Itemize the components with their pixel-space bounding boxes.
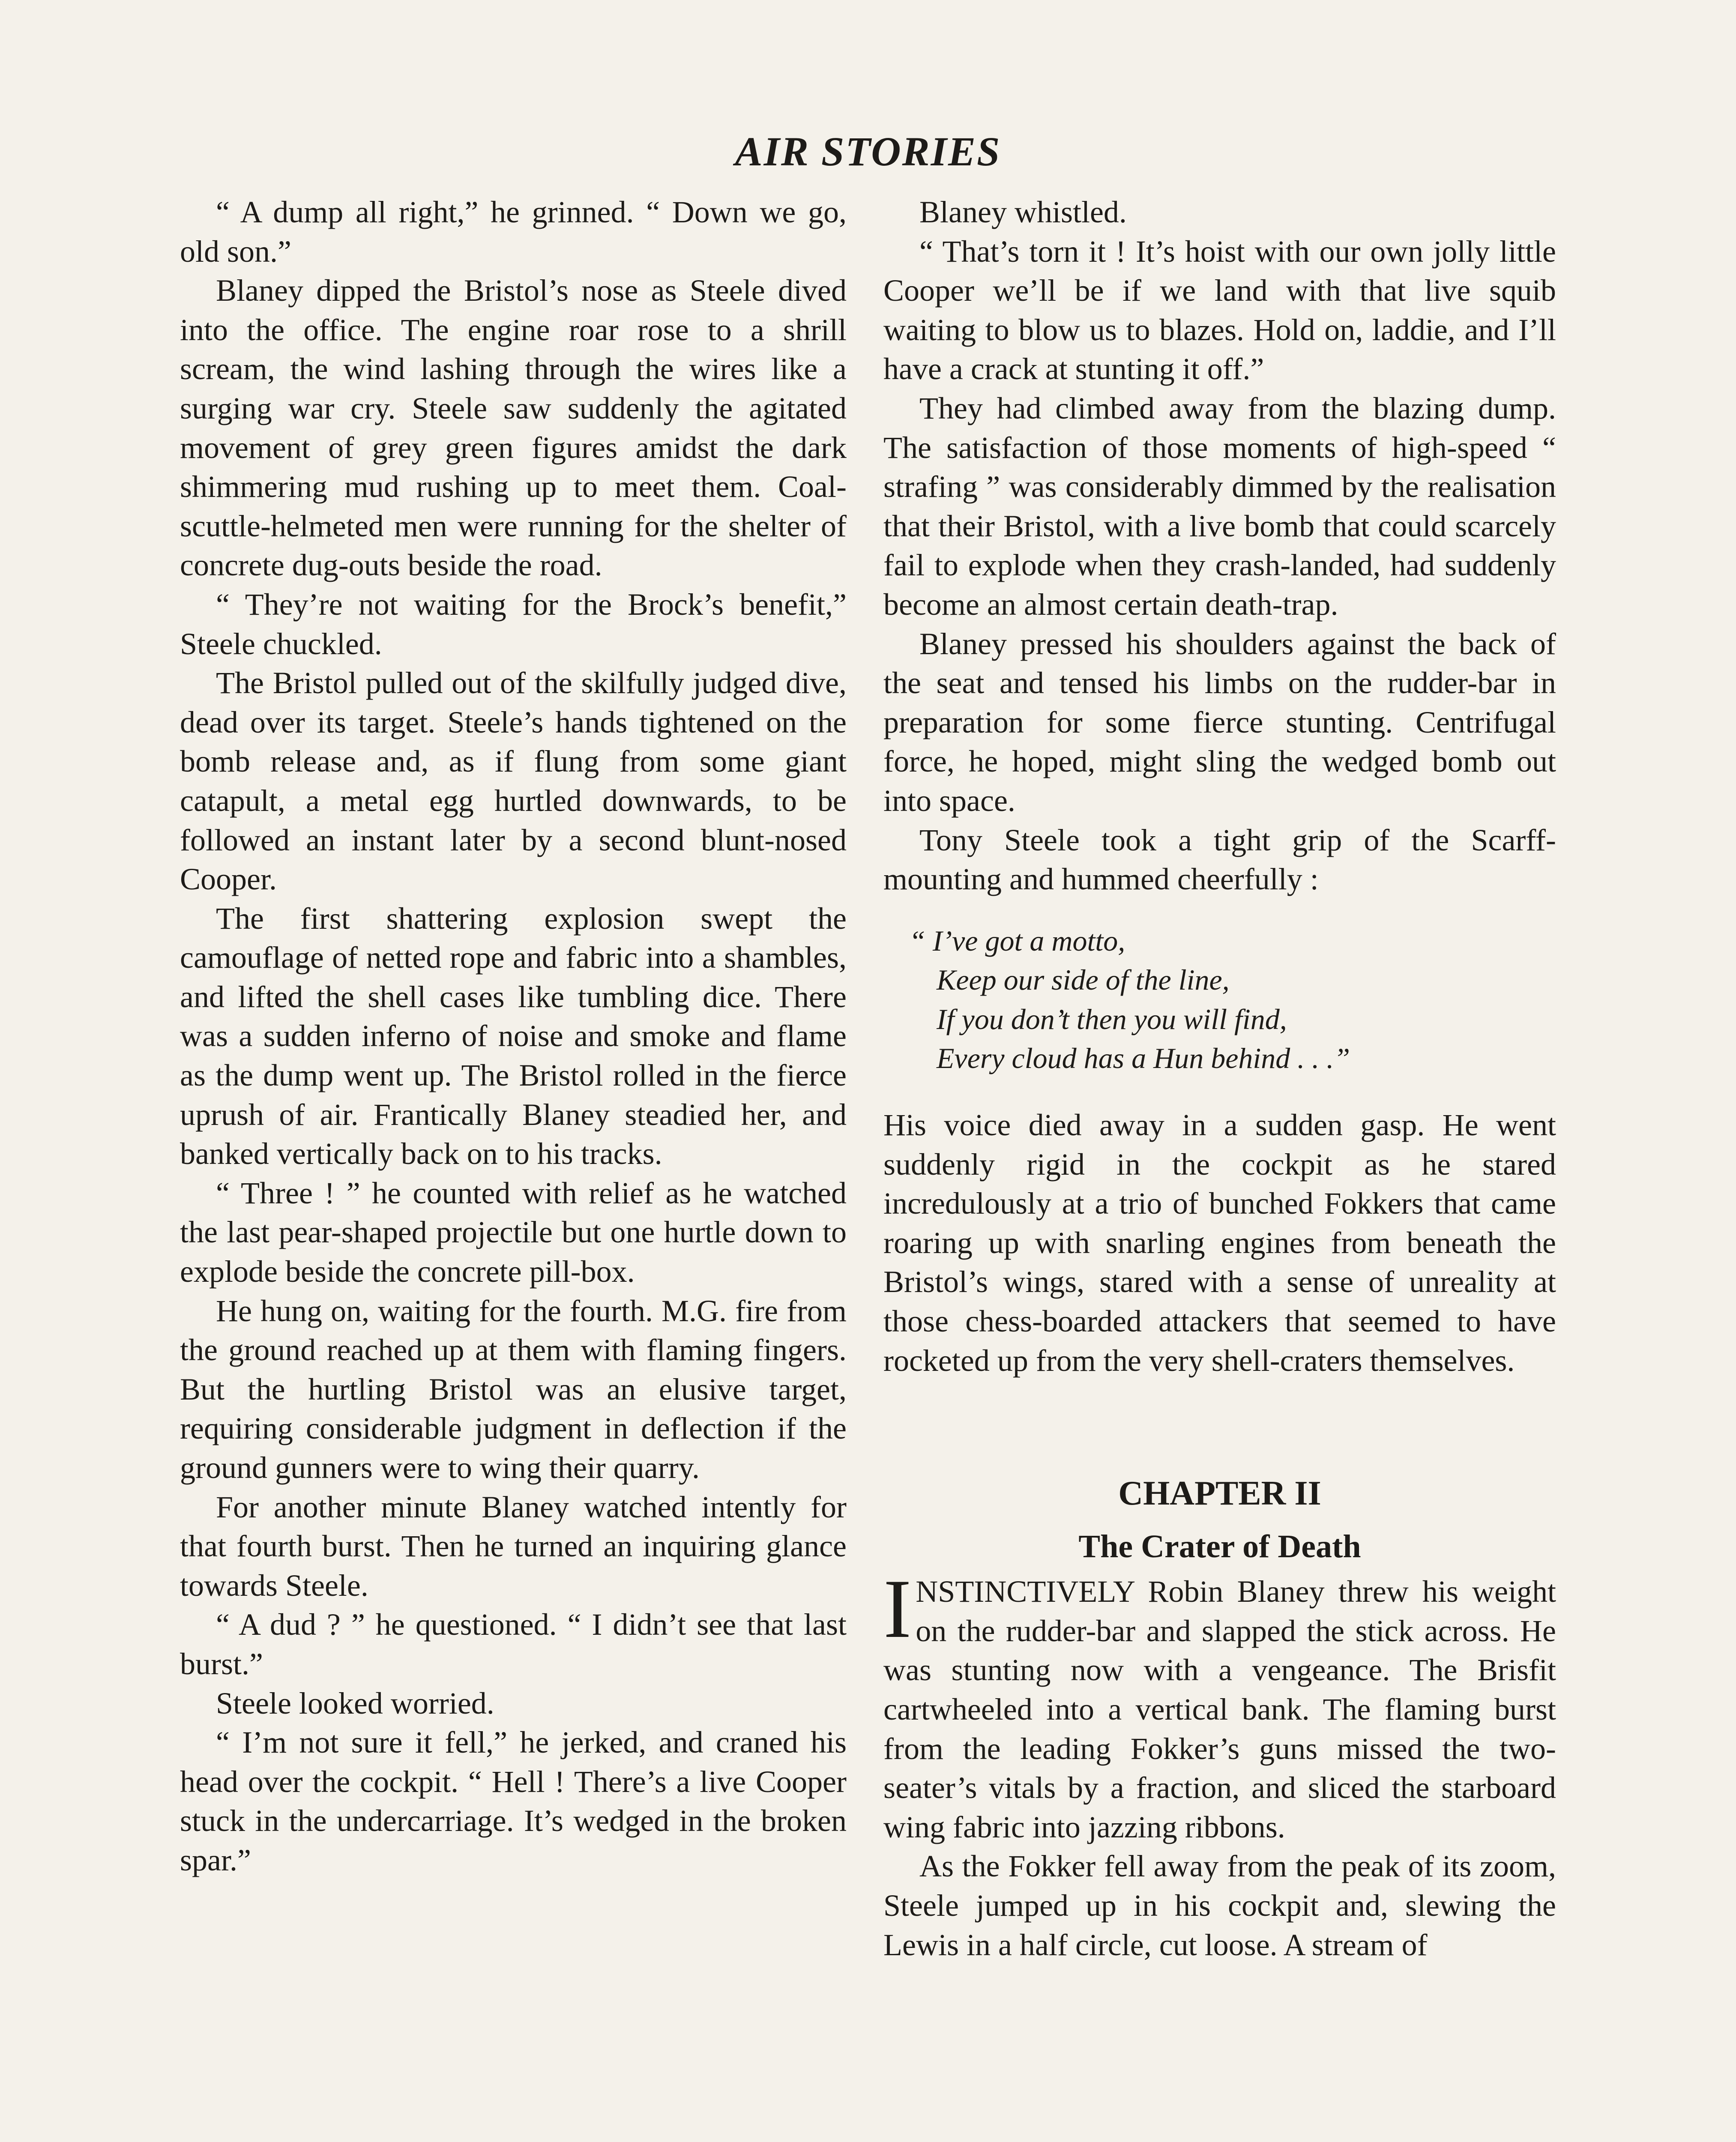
drop-cap: I (883, 1562, 912, 1656)
paragraph: As the Fokker fell away from the peak of its zoom, Steele jumped up in his cockpit and, slewing the Lewis in a half circle, cut loose. A stream of (883, 1849, 1556, 1962)
paragraph: They had climbed away from the blazing dump. The satisfaction of those moments of high-speed “ strafing ” was considerably dimmed by the realisation that their Bristol, with a live bomb that could scarcely fail to explode when they crash-landed, had suddenly become an almost certain death-trap. (883, 391, 1556, 622)
chapter-title: The Crater of Death (1078, 1529, 1361, 1565)
right-column (883, 193, 1556, 1965)
running-header: AIR STORIES (735, 129, 1001, 174)
paragraph: Steele looked worried. (216, 1686, 494, 1720)
left-column (180, 193, 847, 1880)
chapter-heading: CHAPTER II (1118, 1475, 1321, 1513)
paragraph: Blaney pressed his shoulders against the back of the seat and tensed his limbs on the rudder-bar in preparation for some fierce stunting. Centrifugal force, he hoped, might sling the wedged bomb out into space. (883, 626, 1556, 818)
paragraph: The first shattering explosion swept the camouflage of netted rope and fabric into a shambles, and lifted the shell cases like tumbling dice. There was a sudden inferno of noise and smoke and flame as the dump went up. The Bristol rolled in the fierce uprush of air. Frantically Blaney steadied her, and banked vertically back on to his tracks. (180, 901, 847, 1171)
verse-line: “ I’ve got a motto, (909, 924, 1125, 957)
paragraph: “ A dump all right,” he grinned. “ Down we go, old son.” (180, 195, 847, 269)
paragraph: The Bristol pulled out of the skilfully judged dive, dead over its target. Steele’s hands tightened on the bomb release and, as if flung from some giant catapult, a metal egg hurtled downwards, to be followed an instant later by a second blunt-nosed Cooper. (180, 666, 847, 897)
paragraph: He hung on, waiting for the fourth. M.G. fire from the ground reached up at them with flaming fingers. But the hurtling Bristol was an elusive target, requiring considerable judgment in deflection if the ground gunners were to wing their quarry. (180, 1293, 847, 1485)
paragraph: “ I’m not sure it fell,” he jerked, and craned his head over the cockpit. “ Hell ! There’s a live Cooper stuck in the undercarriage. It’s wedged in the broken spar.” (180, 1725, 847, 1877)
song-verse (909, 921, 1556, 1078)
paragraph: Blaney dipped the Bristol’s nose as Steele dived into the office. The engine roar rose to a shrill scream, the wind lashing through the wires like a surging war cry. Steele saw suddenly the agitated movement of grey green figures amidst the dark shimmering mud rushing up to meet them. Coal-scuttle-helmeted men were running for the shelter of concrete dug-outs beside the road. (180, 273, 847, 583)
paragraph: For another minute Blaney watched intently for that fourth burst. Then he turned an inquiring glance towards Steele. (180, 1490, 847, 1603)
chapter-opening-paragraph (883, 1562, 1556, 1847)
paragraph: Tony Steele took a tight grip of the Scarff-mounting and hummed cheerfully : (883, 823, 1556, 897)
paragraph: “ A dud ? ” he questioned. “ I didn’t see that last burst.” (180, 1607, 847, 1681)
paragraph: “ That’s torn it ! It’s hoist with our own jolly little Cooper we’ll be if we land with that live squib waiting to blow us to blazes. Hold on, laddie, and I’ll have a crack at stunting it off.” (883, 234, 1556, 386)
paragraph: Blaney whistled. (919, 195, 1127, 229)
verse-line: Every cloud has a Hun behind . . .” (937, 1042, 1350, 1075)
verse-line: Keep our side of the line, (937, 963, 1230, 996)
paragraph: His voice died away in a sudden gasp. He went suddenly rigid in the cockpit as he stared incredulously at a trio of bunched Fokkers that came roaring up with snarling engines from beneath the Bristol’s wings, stared with a sense of unreality at those chess-boarded attackers that seemed to have rocketed up from the very shell-craters themselves. (883, 1108, 1556, 1378)
paragraph: “ They’re not waiting for the Brock’s benefit,” Steele chuckled. (180, 587, 847, 661)
opening-text: NSTINCTIVELY Robin Blaney threw his weight on the rudder-bar and slapped the stick across. He was stunting now with a vengeance. The Brisfit cartwheeled into a vertical bank. The flaming burst from the leading Fokker’s guns missed the two-seater’s vitals by a fraction, and sliced the starboard wing fabric into jazzing ribbons. (883, 1574, 1556, 1844)
verse-line: If you don’t then you will find, (937, 1002, 1287, 1035)
paragraph: “ Three ! ” he counted with relief as he watched the last pear-shaped projectile but one hurtle down to explode beside the concrete pill-box. (180, 1176, 847, 1289)
